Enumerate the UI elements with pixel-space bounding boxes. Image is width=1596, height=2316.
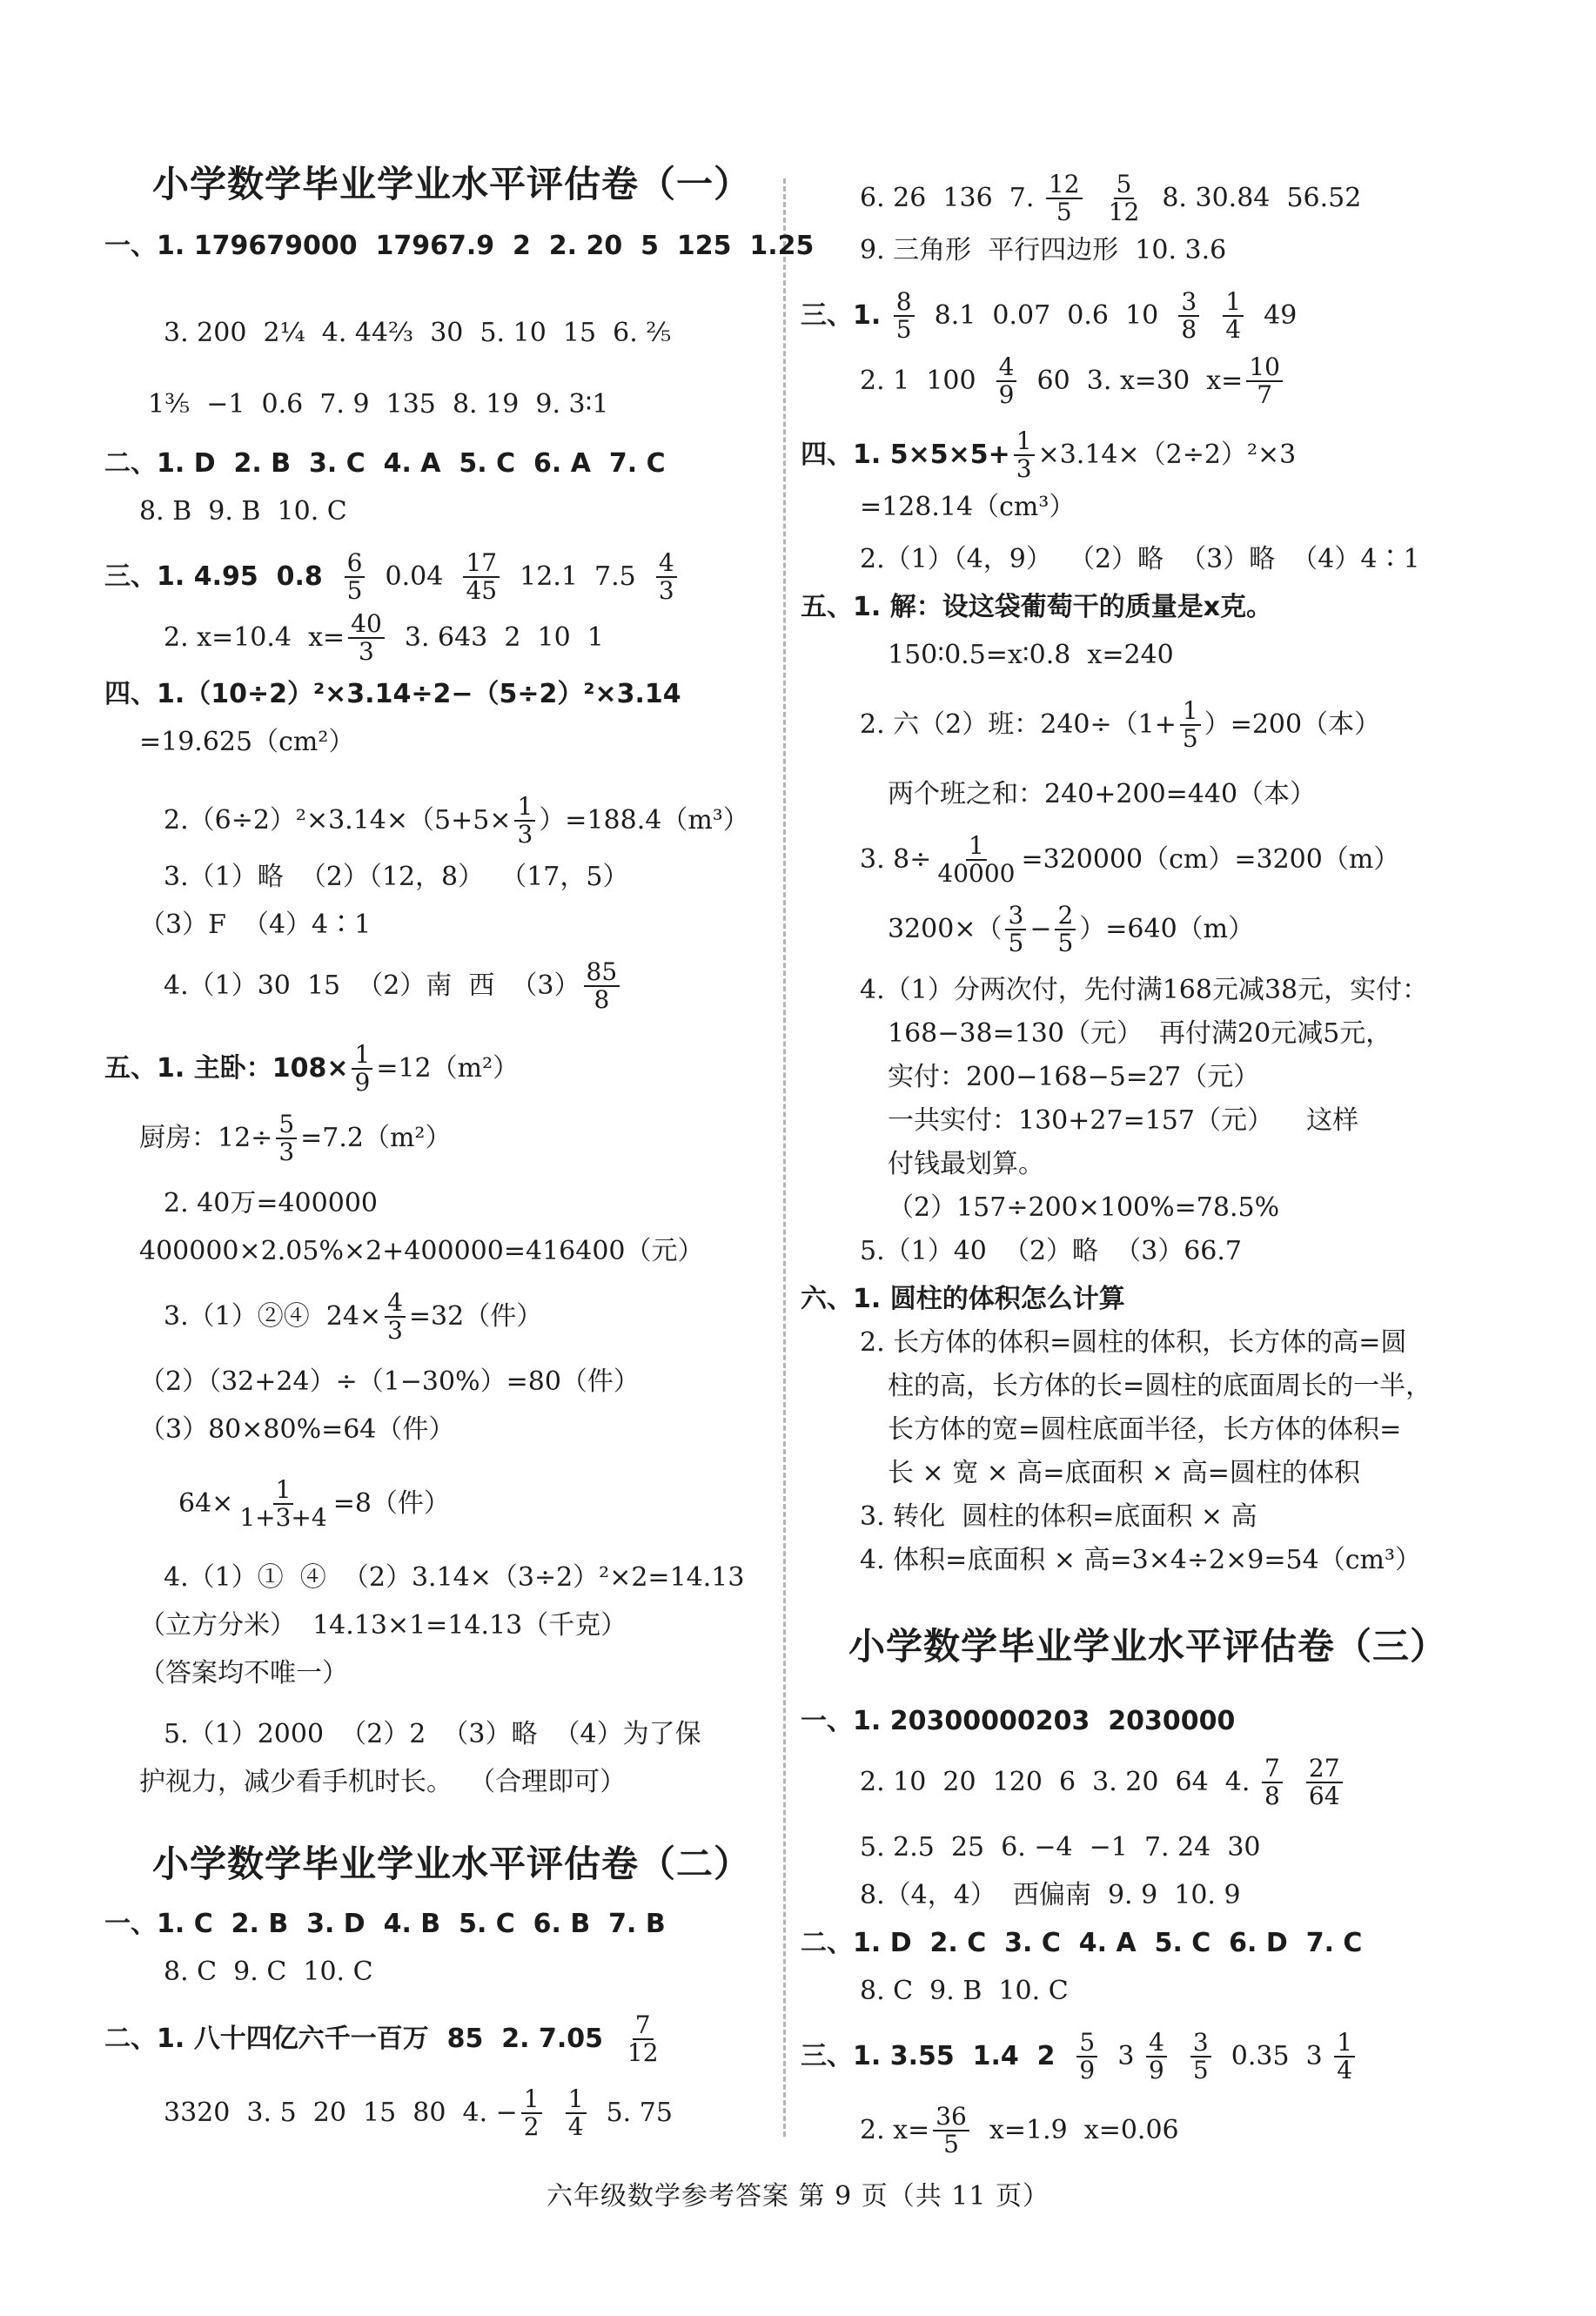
answer-line [860, 1828, 1261, 1868]
fraction: $\frac{4}{3}$ [656, 550, 677, 604]
answer-text: 8. 30.84 56.52 [1145, 183, 1362, 213]
answer-line [139, 1362, 640, 1402]
fraction: $\frac{40}{3}$ [348, 611, 385, 665]
answer-text: 0.35 3 [1214, 2041, 1331, 2071]
answer-text: 3.（1）②④ 24× [164, 1301, 382, 1332]
answer-text: （2）157÷200×100%=78.5% [888, 1192, 1280, 1223]
fraction: $\frac{1}{1+3+4}$ [239, 1475, 327, 1532]
answer-text: 1⅗ −1 0.6 7. 9 135 8. 19 9. 3∶1 [148, 389, 609, 420]
fraction: $\frac{36}{5}$ [933, 2104, 969, 2158]
answer-line [139, 1654, 348, 1694]
answer-line [860, 970, 1428, 1010]
answer-line [860, 352, 1286, 409]
answer-text: 2. 40万=400000 [164, 1188, 378, 1218]
answer-text: 9. 三角形 平行四边形 10. 3.6 [860, 235, 1227, 265]
fraction: $\frac{1}{3}$ [514, 794, 535, 848]
answer-text: 150∶0.5=x∶0.8 x=240 [888, 640, 1174, 670]
answer-text: 护视力，减少看手机时长。 （合理即可） [139, 1767, 627, 1797]
fraction: $\frac{2}{5}$ [1055, 903, 1076, 957]
answer-line [139, 1410, 454, 1450]
answer-text: =7.2（m²） [300, 1123, 452, 1153]
answer-line [139, 1110, 452, 1166]
section-title-exam-2: 小学数学毕业学业水平评估卷（二） [152, 1843, 752, 1885]
answer-line [164, 1715, 701, 1755]
answer-text: 2. 10 20 120 6 3. 20 64 4. [860, 1767, 1258, 1797]
fraction: $\frac{3}{5}$ [1190, 2030, 1211, 2084]
answer-text: 长方体的宽=圆柱底面半径，长方体的体积= [888, 1414, 1402, 1445]
answer-line [139, 1762, 626, 1802]
answer-line [139, 722, 354, 762]
answer-text: 168−38=130（元） 再付满20元减5元， [888, 1018, 1392, 1049]
fraction: $\frac{12}{5}$ [1046, 171, 1083, 225]
answer-text: 2. x=10.4 x= [164, 622, 345, 653]
answer-line [801, 587, 1272, 628]
fraction: $\frac{7}{12}$ [627, 2011, 659, 2067]
answer-text: 4.（1）① ④ （2）3.14×（3÷2）²×2=14.13 [164, 1562, 745, 1593]
answer-text: 3. 643 2 10 1 [387, 622, 604, 653]
fraction: $\frac{1}{2}$ [521, 2086, 542, 2140]
answer-text: =8（件） [332, 1488, 450, 1519]
fraction: $\frac{1}{4}$ [566, 2086, 587, 2140]
answer-line [860, 540, 1420, 580]
section-title-exam-1: 小学数学毕业学业水平评估卷（一） [152, 163, 752, 205]
answer-line [860, 1754, 1346, 1810]
fraction: $\frac{7}{8}$ [1262, 1755, 1283, 1809]
answer-line [164, 1184, 378, 1224]
answer-text: − [1029, 914, 1052, 944]
answer-text: （答案均不唯一） [139, 1658, 348, 1688]
answer-text: 3200×（ [888, 914, 1003, 944]
answer-text: =19.625（cm²） [139, 727, 355, 757]
answer-line [801, 1702, 1235, 1742]
answer-line [860, 1541, 1421, 1581]
answer-line [164, 857, 628, 897]
answer-text [1170, 2037, 1187, 2077]
answer-text: 8.（4，4） 西偏南 9. 9 10. 9 [860, 1880, 1241, 1910]
answer-line [139, 905, 371, 945]
answer-text: ×3.14×（2÷2）²×3 [1037, 440, 1297, 470]
answer-text: 2.（1）（4，9） （2）略 （3）略 （4）4∶1 [860, 544, 1420, 574]
answer-line [860, 487, 1075, 527]
answer-line [888, 1145, 1044, 1185]
answer-line [139, 1606, 627, 1646]
answer-text: 8. C 9. B 10. C [860, 1976, 1069, 2006]
fraction: $\frac{6}{5}$ [345, 550, 365, 604]
answer-line [164, 1558, 744, 1598]
answer-text: =128.14（cm³） [860, 492, 1076, 522]
answer-text [1286, 1762, 1303, 1802]
answer-text: 两个班之和：240+200=440（本） [888, 779, 1317, 809]
answer-text: 4.（1）分两次付，先付满168元减38元，实付： [860, 975, 1429, 1005]
answer-text [1086, 178, 1103, 218]
answer-text [1203, 296, 1219, 336]
fraction: $\frac{3}{8}$ [1178, 289, 1199, 343]
answer-text: 实付：200−168−5=27（元） [888, 1062, 1260, 1092]
answer-line [164, 313, 671, 353]
answer-text: 付钱最划算。 [888, 1149, 1044, 1179]
answer-line [178, 1475, 450, 1532]
fraction: $\frac{4}{9}$ [1146, 2030, 1167, 2084]
answer-line [888, 1453, 1360, 1494]
answer-text: ）=200（本） [1204, 709, 1381, 740]
answer-line [860, 2102, 1179, 2158]
answer-line [148, 385, 609, 425]
answer-text: 2. 长方体的体积=圆柱的体积，长方体的高=圆 [860, 1327, 1407, 1358]
answer-text: 4. 体积=底面积 × 高=3×4÷2×9=54（cm³） [860, 1545, 1421, 1575]
answer-text: ）=188.4（m³） [539, 805, 749, 836]
answer-text: 三、1. 3.55 1.4 2 [801, 2041, 1074, 2071]
fraction: $\frac{85}{8}$ [584, 959, 620, 1013]
section-title-exam-3: 小学数学毕业学业水平评估卷（三） [848, 1625, 1448, 1668]
answer-text: （2）（32+24）÷（1−30%）=80（件） [139, 1366, 640, 1397]
answer-text: 4.（1）30 15 （2）南 西 （3） [164, 970, 580, 1001]
answer-line [888, 1410, 1401, 1450]
answer-line [888, 1101, 1358, 1141]
answer-text: 五、1. 主卧：108× [104, 1053, 349, 1084]
answer-text: 5. 2.5 25 6. −4 −1 7. 24 30 [860, 1832, 1261, 1863]
answer-line [888, 1188, 1279, 1228]
answer-text: 3. 转化 圆柱的体积=底面积 × 高 [860, 1501, 1257, 1532]
answer-line [888, 901, 1255, 957]
answer-text: 一、1. C 2. B 3. D 4. B 5. C 6. B 7. B [104, 1909, 666, 1939]
answer-line [888, 775, 1316, 815]
answer-line [888, 1014, 1391, 1054]
answer-text: 3.（1）略 （2）（12，8） （17，5） [164, 862, 629, 892]
fraction: $\frac{1}{40000}$ [937, 831, 1016, 888]
answer-text: 一、1. 20300000203 2030000 [801, 1706, 1236, 1736]
answer-text: （3）80×80%=64（件） [139, 1414, 455, 1445]
page-footer: 六年级数学参考答案 第 9 页（共 11 页） [547, 2181, 1049, 2212]
answer-line [164, 1952, 373, 1992]
answer-text: 60 3. x=30 x= [1020, 366, 1244, 396]
fraction: $\frac{1}{4}$ [1223, 289, 1244, 343]
answer-text: 5.（1）40 （2）略 （3）66.7 [860, 1236, 1242, 1266]
answer-text: 5. 75 [589, 2098, 673, 2128]
answer-line [139, 492, 347, 532]
answer-line [801, 1923, 1362, 1964]
answer-text: 四、1.（10÷2）²×3.14÷2−（5÷2）²×3.14 [104, 679, 681, 709]
answer-line [164, 609, 604, 666]
answer-line [888, 1366, 1432, 1406]
fraction: $\frac{3}{5}$ [1005, 903, 1026, 957]
column-divider [783, 178, 786, 2137]
answer-text: 2. 六（2）班：240÷（1+ [860, 709, 1177, 740]
answer-line [104, 444, 666, 484]
answer-line [801, 1279, 1125, 1319]
answer-text: 四、1. 5×5×5+ [801, 440, 1010, 470]
answer-text: 3. 200 2¼ 4. 44⅔ 30 5. 10 15 6. ⅖ [164, 318, 672, 348]
answer-text: =32（件） [408, 1301, 543, 1332]
fraction: $\frac{1}{4}$ [1334, 2030, 1355, 2084]
answer-text [546, 2093, 562, 2133]
answer-text: （3）F （4）4∶1 [139, 910, 372, 940]
answer-text: 8.1 0.07 0.6 10 [917, 300, 1176, 331]
answer-text: 64× [178, 1488, 234, 1519]
answer-line [860, 231, 1226, 271]
answer-line [860, 696, 1381, 753]
answer-line [104, 675, 681, 715]
answer-text: 二、1. D 2. C 3. C 4. A 5. C 6. D 7. C [801, 1928, 1363, 1958]
fraction: $\frac{8}{5}$ [894, 289, 915, 343]
answer-text: 5.（1）2000 （2）2 （3）略 （4）为了保 [164, 1719, 701, 1749]
fraction: $\frac{5}{9}$ [1076, 2030, 1097, 2084]
answer-text: 三、1. 4.95 0.8 [104, 561, 341, 592]
answer-text: 六、1. 圆柱的体积怎么计算 [801, 1284, 1125, 1314]
fraction: $\frac{10}{7}$ [1246, 354, 1283, 408]
answer-text: 二、1. 八十四亿六千一百万 85 2. 7.05 [104, 2024, 621, 2054]
answer-line [888, 1057, 1259, 1098]
fraction: $\frac{5}{12}$ [1108, 170, 1140, 226]
answer-line [164, 2084, 673, 2141]
answer-text: 6. 26 136 7. [860, 183, 1043, 213]
answer-line [888, 635, 1174, 675]
answer-line [104, 548, 681, 605]
answer-text: （立方分米） 14.13×1=14.13（千克） [139, 1610, 627, 1641]
fraction: $\frac{4}{9}$ [996, 354, 1017, 408]
answer-text: 8. B 9. B 10. C [139, 496, 347, 527]
answer-line [801, 426, 1297, 483]
answer-text: 0.04 [368, 561, 460, 592]
answer-line [104, 1040, 520, 1097]
answer-text: 400000×2.05%×2+400000=416400（元） [139, 1236, 704, 1266]
fraction: $\frac{1}{9}$ [352, 1042, 372, 1096]
answer-line [104, 1904, 666, 1944]
answer-line [860, 170, 1362, 226]
answer-line [104, 226, 814, 266]
answer-line [860, 1497, 1257, 1537]
answer-line [860, 1876, 1241, 1916]
fraction: $\frac{1}{5}$ [1180, 698, 1201, 752]
answer-text: 2. x= [860, 2115, 930, 2145]
answer-text: 三、1. [801, 300, 890, 331]
fraction: $\frac{4}{3}$ [385, 1290, 406, 1344]
answer-text: 一共实付：130+27=157（元） 这样 [888, 1105, 1359, 1136]
answer-text: =12（m²） [376, 1053, 520, 1084]
fraction: $\frac{17}{45}$ [463, 550, 500, 604]
answer-line [164, 792, 749, 849]
answer-text: 厨房：12÷ [139, 1123, 273, 1153]
answer-line [164, 957, 623, 1014]
answer-text: 3. 8÷ [860, 844, 932, 875]
answer-line [139, 1232, 704, 1272]
fraction: $\frac{27}{64}$ [1306, 1755, 1343, 1809]
answer-text: 2. 1 100 [860, 366, 993, 396]
answer-text: =320000（cm）=3200（m） [1021, 844, 1400, 875]
answer-text: 二、1. D 2. B 3. C 4. A 5. C 6. A 7. C [104, 448, 666, 479]
answer-text: 2.（6÷2）²×3.14×（5+5× [164, 805, 512, 836]
answer-line [860, 1232, 1242, 1272]
answer-line [860, 1971, 1069, 2011]
answer-text: x=1.9 x=0.06 [972, 2115, 1179, 2145]
answer-text: 12.1 7.5 [503, 561, 653, 592]
answer-text: 长 × 宽 × 高=底面积 × 高=圆柱的体积 [888, 1458, 1360, 1488]
answer-text: ）=640（m） [1079, 914, 1255, 944]
fraction: $\frac{5}{3}$ [276, 1111, 297, 1165]
answer-text: 49 [1247, 300, 1298, 331]
fraction: $\frac{1}{3}$ [1014, 428, 1035, 482]
answer-line [860, 831, 1400, 888]
answer-text: 柱的高，长方体的长=圆柱的底面周长的一半， [888, 1371, 1432, 1401]
answer-text: 3 [1101, 2041, 1143, 2071]
answer-line [801, 2028, 1358, 2084]
answer-line [104, 2011, 665, 2067]
answer-line [860, 1323, 1406, 1363]
answer-text: 一、1. 179679000 17967.9 2 2. 20 5 125 1.25 [104, 231, 815, 261]
answer-text: 3320 3. 5 20 15 80 4. − [164, 2098, 518, 2128]
answer-line [801, 287, 1298, 344]
answer-text: 8. C 9. C 10. C [164, 1957, 373, 1987]
answer-text: 五、1. 解：设这袋葡萄干的质量是x克。 [801, 592, 1273, 622]
answer-line [164, 1288, 543, 1345]
